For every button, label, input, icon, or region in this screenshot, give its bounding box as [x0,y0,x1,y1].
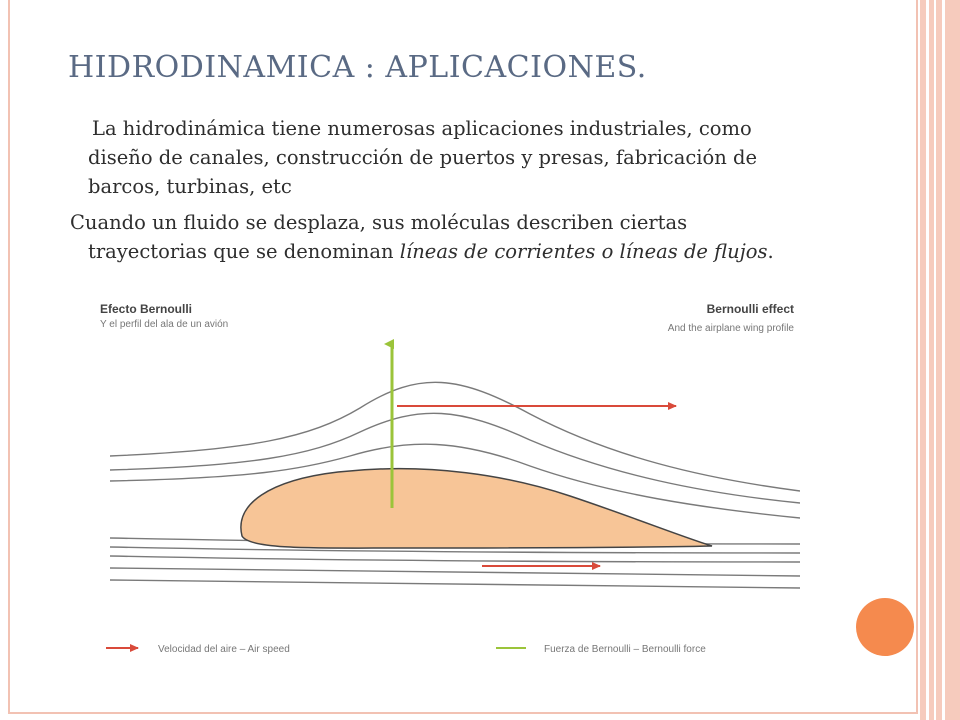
legend-speed-label: Velocidad del aire – Air speed [158,644,290,655]
decorative-circle [856,598,914,656]
streamline [110,556,800,562]
paragraph-applications: La hidrodinámica tiene numerosas aplicaciones industriales, como diseño de canales, construcción de puertos y presas, fabricación de barcos, turbinas, etc [88,117,758,198]
streamline [110,568,800,576]
paragraph-streamlines-italic: líneas de corrientes o líneas de flujos [399,240,768,263]
diagram-title-en: Bernoulli effect [706,302,794,316]
legend-force-label: Fuerza de Bernoulli – Bernoulli force [544,644,706,655]
decorative-stripes [920,0,960,720]
paragraph-streamlines-end: . [767,240,774,263]
diagram-title-es: Efecto Bernoulli [100,302,193,316]
slide-title: HIDRODINAMICA : APLICACIONES. [68,50,647,85]
streamline [110,580,800,588]
diagram-subtitle-en: And the airplane wing profile [667,323,794,334]
paragraph-streamlines-text: Cuando un fluido se desplaza, sus moléculas describen ciertas trayectorias que se denominan [70,211,688,263]
wing-profile [241,469,712,548]
paragraph-streamlines [70,208,808,266]
bernoulli-diagram [100,298,800,668]
diagram-subtitle-es: Y el perfil del ala de un avión [100,319,229,330]
